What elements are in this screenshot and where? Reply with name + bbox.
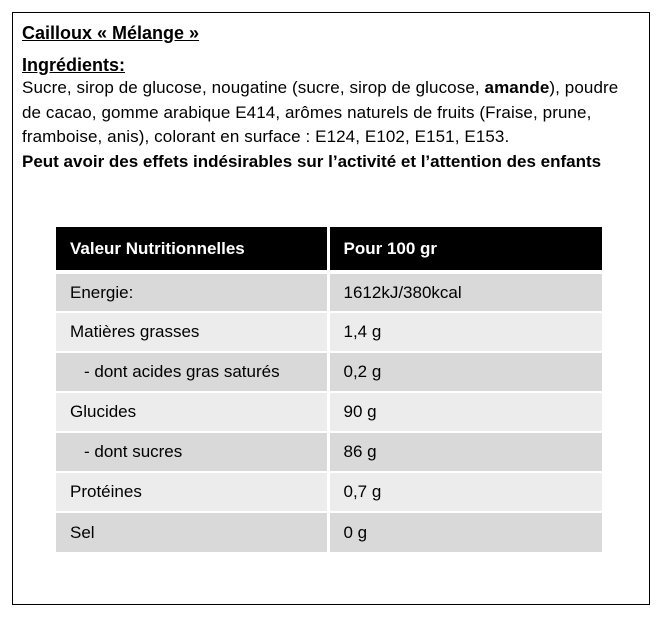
ingredients-text-part-1: Sucre, sirop de glucose, nougatine (sucre, sirop de glucose, — [22, 78, 485, 97]
ingredients-text-part-2: ), poudre de cacao, gomme arabique E414, arômes naturels de fruits (Fraise, prune, framboise, anis), colorant en surface : E124, E102, E151, E153. — [22, 78, 619, 146]
nutrition-label: Protéines — [56, 472, 328, 512]
nutrition-row-energy — [56, 272, 602, 312]
nutrition-header-row — [56, 227, 602, 272]
nutrition-row-sugars — [56, 432, 602, 472]
product-title: Cailloux « Mélange » — [22, 23, 200, 43]
nutrition-value: 90 g — [328, 392, 602, 432]
nutrition-row-carbohydrates — [56, 392, 602, 432]
nutrition-value: 0,2 g — [328, 352, 602, 392]
nutrition-value: 0,7 g — [328, 472, 602, 512]
nutrition-row-salt — [56, 512, 602, 552]
nutrition-row-saturated-fat — [56, 352, 602, 392]
nutrition-label: - dont acides gras saturés — [56, 352, 328, 392]
nutrition-label: Sel — [56, 512, 328, 552]
nutrition-row-protein — [56, 472, 602, 512]
nutrition-value: 86 g — [328, 432, 602, 472]
nutrition-header-value: Pour 100 gr — [328, 227, 602, 272]
label-content — [22, 20, 642, 174]
nutrition-label: Matières grasses — [56, 312, 328, 352]
nutrition-label: Glucides — [56, 392, 328, 432]
nutrition-label: Energie: — [56, 272, 328, 312]
nutrition-row-fat — [56, 312, 602, 352]
nutrition-value: 1612kJ/380kcal — [328, 272, 602, 312]
nutrition-table — [56, 227, 602, 552]
nutrition-value: 1,4 g — [328, 312, 602, 352]
nutrition-header-label: Valeur Nutritionnelles — [56, 227, 328, 272]
ingredients-heading: Ingrédients: — [22, 55, 126, 75]
nutrition-label: - dont sucres — [56, 432, 328, 472]
warning-text: Peut avoir des effets indésirables sur l’activité et l’attention des enfants — [22, 151, 602, 171]
ingredients-allergen: amande — [484, 78, 550, 97]
ingredients-text — [22, 76, 642, 150]
nutrition-value: 0 g — [328, 512, 602, 552]
